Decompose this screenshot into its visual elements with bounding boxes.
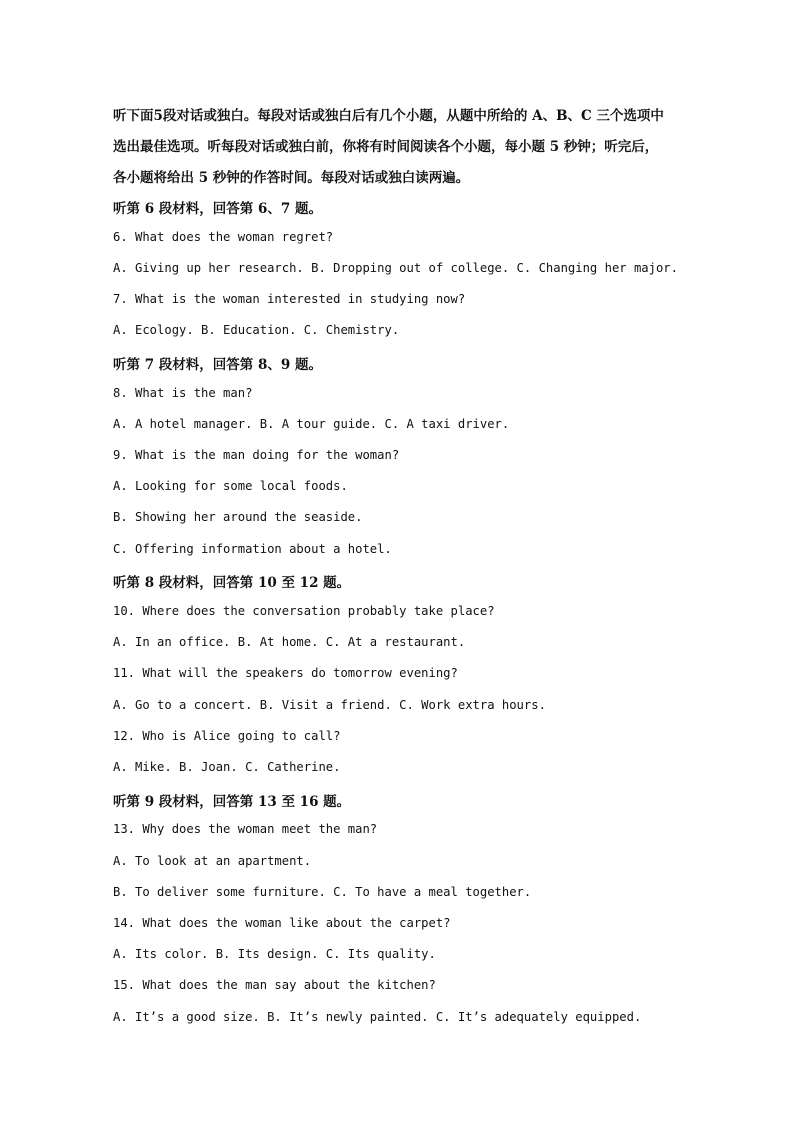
answer-options: B. To deliver some furniture. C. To have a meal together. — [113, 885, 532, 899]
answer-options: A. Ecology. B. Education. C. Chemistry. — [113, 323, 400, 337]
answer-option: A. Looking for some local foods. — [113, 479, 348, 493]
question-text: 12. Who is Alice going to call? — [113, 729, 341, 743]
question-text: 9. What is the man doing for the woman? — [113, 448, 400, 462]
section-header: 听第 6 段材料，回答第 6、7 题。 — [113, 201, 322, 217]
answer-options: A. It’s a good size. B. It’s newly painted. C. It’s adequately equipped. — [113, 1010, 642, 1024]
intro-line: 各小题将给出 5 秒钟的作答时间。每段对话或独白读两遍。 — [113, 170, 470, 186]
question-text: 10. Where does the conversation probably take place? — [113, 604, 495, 618]
answer-option: B. Showing her around the seaside. — [113, 510, 363, 524]
answer-options: A. A hotel manager. B. A tour guide. C. A taxi driver. — [113, 417, 510, 431]
section-header: 听第 7 段材料，回答第 8、9 题。 — [113, 357, 322, 373]
question-text: 6. What does the woman regret? — [113, 230, 334, 244]
section-header: 听第 9 段材料，回答第 13 至 16 题。 — [113, 794, 351, 810]
question-text: 11. What will the speakers do tomorrow evening? — [113, 666, 458, 680]
section-header: 听第 8 段材料，回答第 10 至 12 题。 — [113, 575, 351, 591]
intro-line: 选出最佳选项。听每段对话或独白前，你将有时间阅读各个小题，每小题 5 秒钟；听完后， — [113, 139, 659, 155]
answer-option: A. To look at an apartment. — [113, 854, 312, 868]
question-text: 15. What does the man say about the kitchen? — [113, 978, 436, 992]
intro-line: 听下面5段对话或独白。每段对话或独白后有几个小题，从题中所给的 A、B、C 三个选项中 — [113, 108, 664, 124]
question-text: 8. What is the man? — [113, 386, 253, 400]
answer-option: C. Offering information about a hotel. — [113, 542, 392, 556]
answer-options: A. Giving up her research. B. Dropping out of college. C. Changing her major. — [113, 261, 678, 275]
answer-options: A. In an office. B. At home. C. At a restaurant. — [113, 635, 466, 649]
answer-options: A. Its color. B. Its design. C. Its quality. — [113, 947, 436, 961]
question-text: 7. What is the woman interested in studying now? — [113, 292, 466, 306]
answer-options: A. Go to a concert. B. Visit a friend. C. Work extra hours. — [113, 698, 546, 712]
question-text: 14. What does the woman like about the carpet? — [113, 916, 451, 930]
question-text: 13. Why does the woman meet the man? — [113, 822, 378, 836]
answer-options: A. Mike. B. Joan. C. Catherine. — [113, 760, 341, 774]
